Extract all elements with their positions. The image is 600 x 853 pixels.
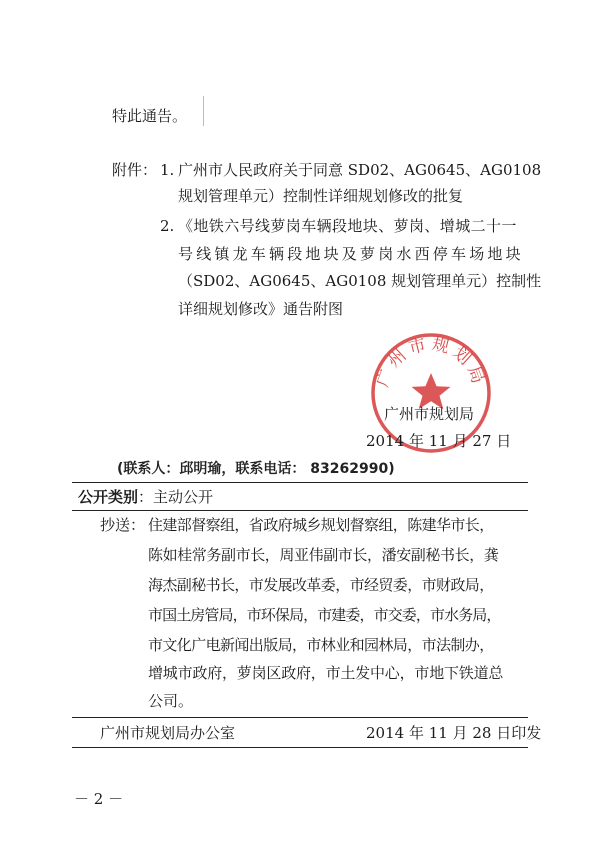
attachment-2-line-1: 《地铁六号线萝岗车辆段地块、萝岗、增城二十一	[178, 217, 517, 235]
attachment-2-line-2: 号线镇龙车辆段地块及萝岗水西停车场地块	[178, 245, 524, 263]
cc-line-2: 陈如桂常务副市长，周亚伟副市长，潘安副秘书长，龚	[148, 546, 499, 564]
attachment-1-line-2: 规划管理单元）控制性详细规划修改的批复	[178, 187, 464, 205]
contact-info: (联系人：邱明瑜，联系电话： 83262990)	[117, 461, 395, 477]
attachments-label: 附件：	[112, 161, 158, 179]
disclosure-separator: ：	[138, 488, 154, 506]
cc-line-7: 公司。	[148, 692, 194, 710]
footer-printed-date: 2014 年 11 月 28 日印发	[366, 724, 542, 742]
signature-org: 广州市规划局	[384, 405, 475, 423]
cc-line-5: 市文化广电新闻出版局，市林业和园林局，市法制办，	[148, 636, 494, 654]
cc-label: 抄送：	[100, 516, 146, 534]
cc-line-6: 增城市政府，萝岗区政府，市土发中心，市地下铁道总	[148, 664, 504, 682]
footer-office: 广州市规划局办公室	[100, 724, 236, 742]
footer-bottom-rule	[72, 747, 528, 748]
attachment-2-number: 2.	[160, 217, 175, 235]
disclosure-row	[78, 487, 213, 507]
signature-date: 2014 年 11 月 27 日	[366, 432, 512, 450]
attachment-2-line-4: 详细规划修改》通告附图	[178, 300, 344, 318]
scan-mark	[203, 96, 204, 126]
cc-line-3: 海杰副秘书长，市发展改革委，市经贸委，市财政局，	[148, 576, 494, 594]
closing-text: 特此通告。	[112, 107, 188, 125]
footer-top-rule	[72, 717, 528, 718]
disclosure-value: 主动公开	[153, 488, 214, 506]
disclosure-bottom-rule	[72, 510, 528, 511]
attachment-1-number: 1.	[160, 161, 175, 179]
cc-line-1: 住建部督察组，省政府城乡规划督察组，陈建华市长，	[148, 516, 494, 534]
attachment-1-line-1: 广州市人民政府关于同意 SD02、AG0645、AG0108	[178, 161, 542, 179]
page-number: － 2 －	[74, 790, 124, 808]
disclosure-label: 公开类别	[78, 488, 139, 506]
disclosure-top-rule	[72, 482, 528, 483]
cc-line-4: 市国土房管局，市环保局，市建委，市交委，市水务局，	[148, 606, 501, 624]
attachment-2-line-3: （SD02、AG0645、AG0108 规划管理单元）控制性	[178, 272, 542, 290]
seal-text: 广州市规划局	[372, 334, 490, 390]
